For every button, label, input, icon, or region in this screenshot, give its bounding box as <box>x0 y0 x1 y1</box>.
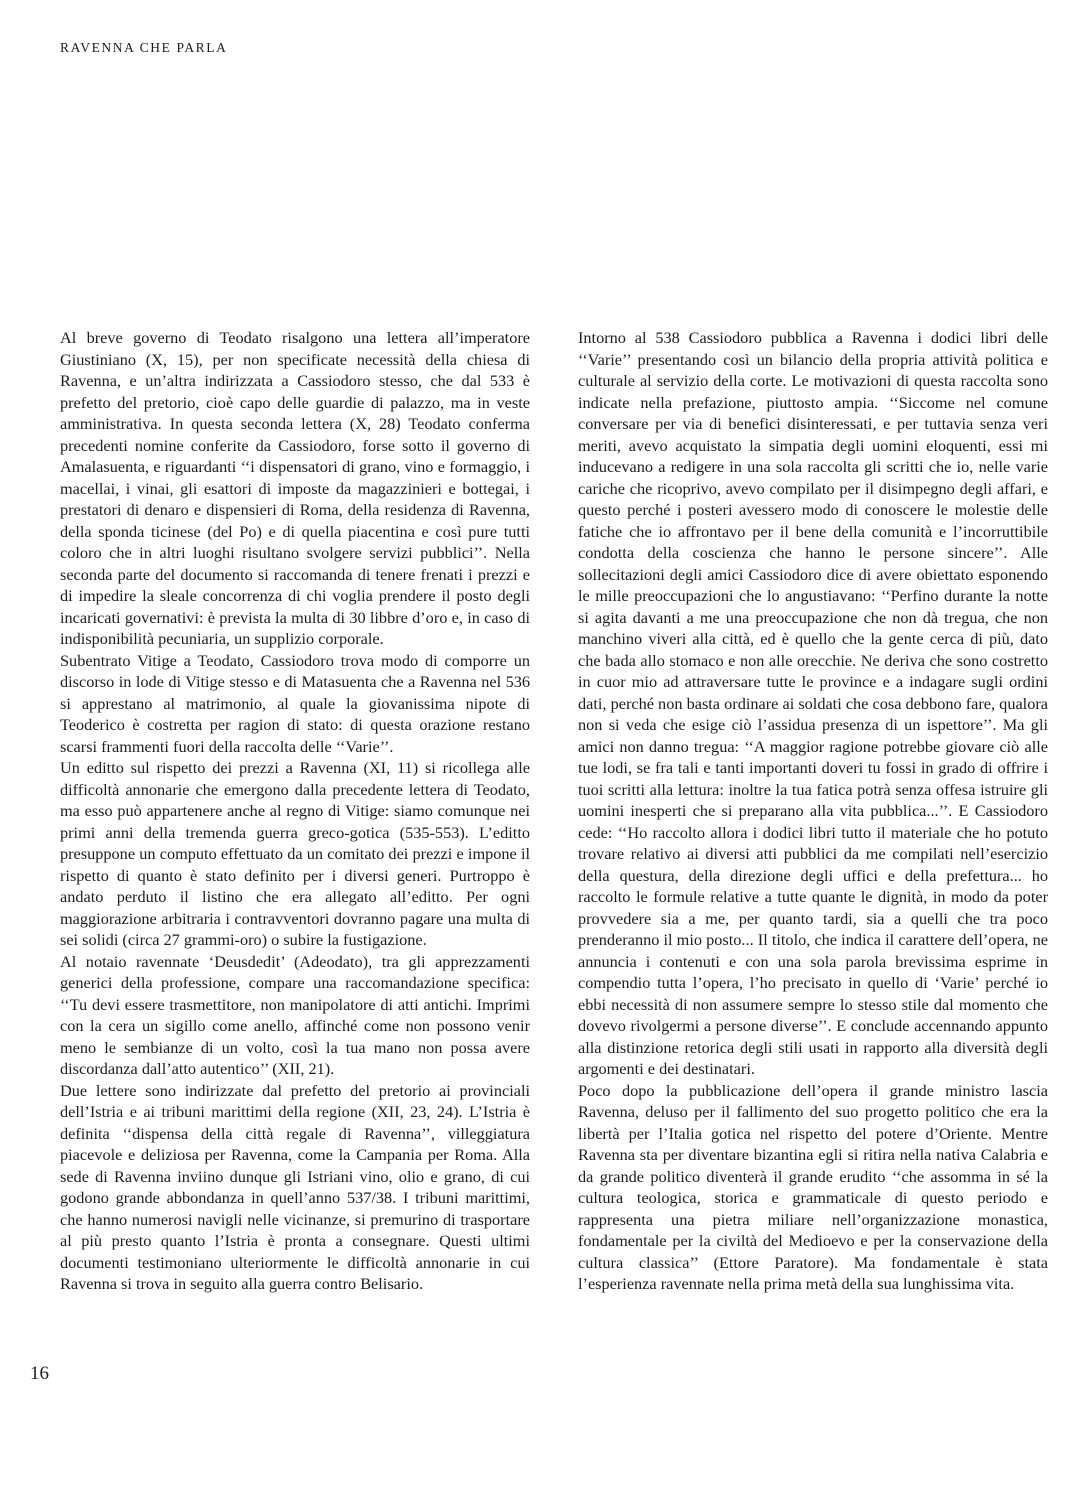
paragraph: Subentrato Vitige a Teodato, Cassiodoro trova modo di comporre un discorso in lode di Vitige stesso e di Matasuenta che a Ravenna nel 536 si apprestano al matrimonio, al quale la giovanissima nipote di Teoderico è costretta per ragion di stato: di questa orazione restano scarsi frammenti fuori della raccolta delle ‘‘Varie’’. <box>60 650 530 756</box>
paragraph: Poco dopo la pubblicazione dell’opera il grande ministro lascia Ravenna, deluso per il fallimento del suo progetto politico che era la libertà per l’Italia gotica nel rispetto del potere d’Oriente. Mentre Ravenna sta per diventare bizantina egli si ritira nella nativa Calabria e da grande politico diventerà il grande erudito ‘‘che assomma in sé la cultura teologica, storica e grammaticale di questo periodo e rappresenta una pietra miliare nell’organizzazione monastica, fondamentale per la civiltà del Medioevo e per la conservazione della cultura classica’’ (Ettore Paratore). Ma fondamentale è stata l’esperienza ravennate nella prima metà della sua lunghissima vita. <box>578 1080 1048 1293</box>
paragraph: Due lettere sono indirizzate dal prefetto del pretorio ai provinciali dell’Istria e ai tribuni marittimi della regione (XII, 23, 24). L’Istria è definita ‘‘dispensa della città regale di Ravenna’’, villeggiatura piacevole e deliziosa per Ravenna, come la Campania per Roma. Alla sede di Ravenna inviino dunque gli Istriani vino, olio e grano, di cui godono grande abbondanza in quell’anno 537/38. I tribuni marittimi, che hanno numerosi navigli nelle vicinanze, si premurino di trasportare al più presto quanto l’Istria è pronta a consegnare. Questi ultimi documenti testimoniano ulteriormente le difficoltà annonarie in cui Ravenna si trova in seguito alla guerra contro Belisario. <box>60 1080 530 1293</box>
paragraph: Al notaio ravennate ‘Deusdedit’ (Adeodato), tra gli apprezzamenti generici della professione, compare una raccomandazione specifica: ‘‘Tu devi essere trasmettitore, non manipolatore di atti antichi. Imprimi con la cera un sigillo come anello, affinché come non possono venir meno le sembianze di un volto, così la tua mano non possa avere discordanza dall’atto autentico’’ (XII, 21). <box>60 951 530 1078</box>
paragraph: Un editto sul rispetto dei prezzi a Ravenna (XI, 11) si ricollega alle difficoltà annonarie che emergono dalla precedente lettera di Teodato, ma esso può appartenere anche al regno di Vitige: siamo comunque nei primi anni della tremenda guerra greco-gotica (535-553). L’editto presuppone un computo effettuato da un comitato dei prezzi e impone il rispetto di quanto è stato definito per i diversi generi. Purtroppo è andato perduto il listino che era allegato all’editto. Per ogni maggiorazione arbitraria i contravventori dovranno pagare una multa di sei solidi (circa 27 grammi-oro) o subire la fustigazione. <box>60 758 530 949</box>
right-text-column <box>578 327 1048 1295</box>
paragraph: Intorno al 538 Cassiodoro pubblica a Ravenna i dodici libri delle ‘‘Varie’’ presentando così un bilancio della propria attività politica e culturale al servizio della corte. Le motivazioni di questa raccolta sono indicate nella prefazione, piuttosto ampia. ‘‘Siccome nel comune conversare per via di benefici disinteressati, e per tuttavia senza veri meriti, avevo acquistato la simpatia degli uomini eloquenti, essi mi inducevano a redigere in una sola raccolta gli scritti che io, nelle varie cariche che ricoprivo, avevo compilato per il disimpegno degli affari, e questo perché i posteri avessero modo di conoscere le molestie delle fatiche che io affrontavo per il bene della comunità e l’incorruttibile condotta della coscienza che hanno le persone sincere’’. Alle sollecitazioni degli amici Cassiodoro dice di avere obiettato esponendo le mille preoccupazioni che lo angustiavano: ‘‘Perfino durante la notte si agita davanti a me una preoccupazione che non dà tregua, che non manchino viveri alla città, ed è quello che la gente cerca di più, dato che bada allo stomaco e non alle orecchie. Ne deriva che sono costretto in cuor mio ad attraversare tutte le province e a indagare sugli ordini dati, perché non basta ordinare ai soldati che cosa debbono fare, qualora non si veda che esige ciò l’assidua presenza di un ispettore’’. Ma gli amici non danno tregua: ‘‘A maggior ragione potrebbe giovare ciò alle tue lodi, se fra tali e tanti importanti doveri tu fossi in grado di offrire i tuoi scritti alla lettura: inoltre la tua fatica potrà senza offesa istruire gli uomini inesperti che si preparano alla vita pubblica...’’. E Cassiodoro cede: ‘‘Ho raccolto allora i dodici libri tutto il materiale che ho potuto trovare relativo ai diversi atti pubblici da me compilati nell’esercizio della questura, della direzione degli uffici e della prefettura... ho raccolto le formule relative a tutte quante le dignità, in modo da poter provvedere sia a me, per quanto tardi, sia a quelli che tra poco prenderanno il mio posto... Il titolo, che indica il carattere dell’opera, ne annuncia i contenuti e con una sola parola brevissima esprime in compendio tutta l’opera, l’ho precisato in quello di ‘Varie’ perché io ebbi necessità di non assumere sempre lo stesso stile dal momento che dovevo rivolgermi a persone diverse’’. E conclude accennando appunto alla distinzione retorica degli stili usati in rapporto alla diversità degli argomenti e dei destinatari. <box>578 328 1048 1078</box>
page-number: 16 <box>30 1363 49 1384</box>
running-title: RAVENNA CHE PARLA <box>60 40 228 55</box>
left-text-column <box>60 327 530 1295</box>
paragraph: Al breve governo di Teodato risalgono una lettera all’imperatore Giustiniano (X, 15), per non specificate necessità della chiesa di Ravenna, e un’altra indirizzata a Cassiodoro stesso, che dal 533 è prefetto del pretorio, cioè capo delle guardie di palazzo, ma in veste amministrativa. In questa seconda lettera (X, 28) Teodato conferma precedenti nomine conferite da Cassiodoro, forse sotto il governo di Amalasuenta, e riguardanti ‘‘i dispensatori di grano, vino e formaggio, i macellai, i vinai, gli esattori di imposte da magazzinieri e bottegai, i prestatori di denaro e dispensieri di Roma, della residenza di Ravenna, della sponda ticinese (del Po) e di quella piacentina e così pure tutti coloro che in altri luoghi risultano svolgere servizi pubblici’’. Nella seconda parte del documento si raccomanda di tenere frenati i prezzi e di impedire la sleale concorrenza di chi voglia prendere il posto degli incaricati governativi: è prevista la multa di 30 libbre d’oro e, in caso di indisponibilità pecuniaria, un supplizio corporale. <box>60 328 530 648</box>
